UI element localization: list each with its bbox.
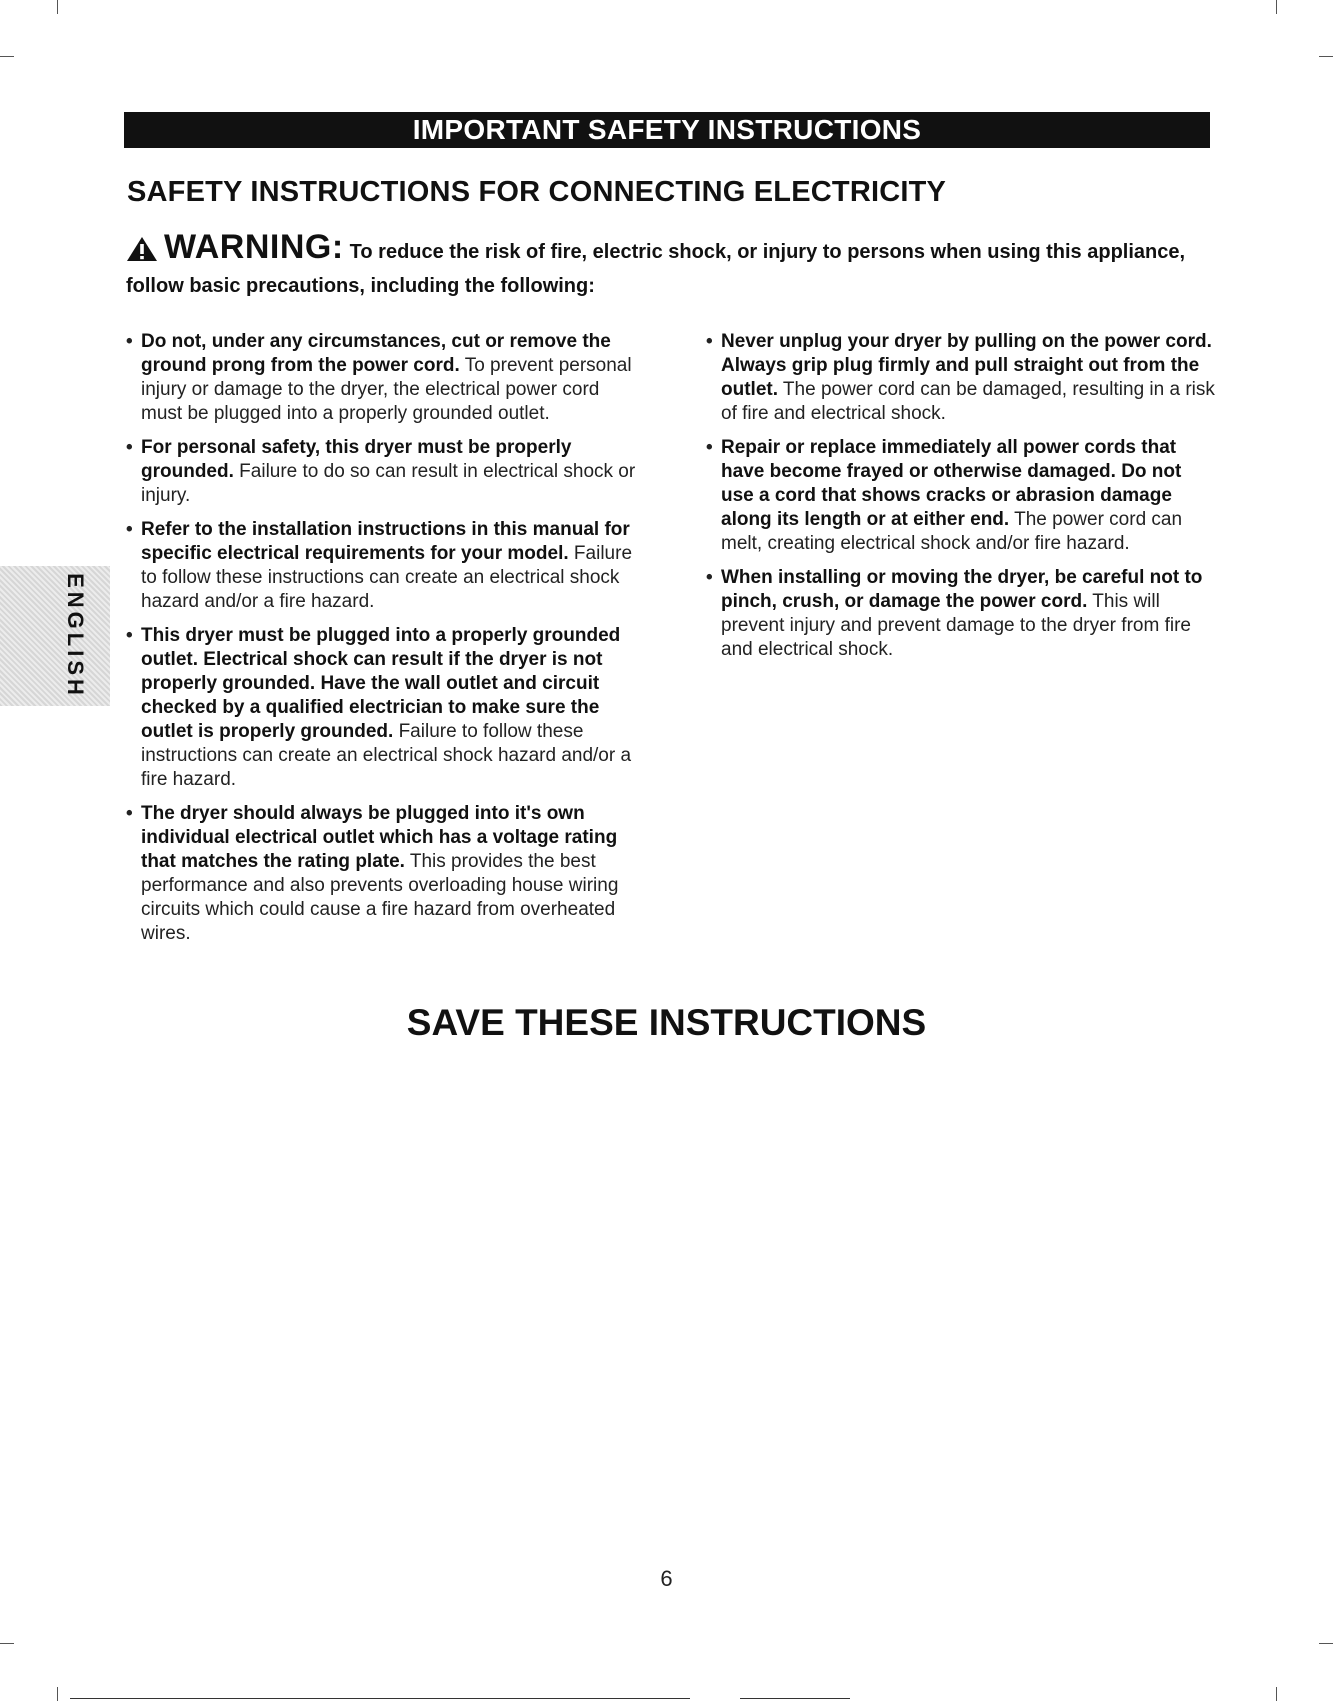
language-tab (0, 566, 110, 706)
item-bold-text: Never unplug your dryer by pulling on the power cord. Always grip plug firmly and pull straight out from the outlet. (721, 331, 1212, 400)
bullet: • (706, 331, 713, 352)
warning-triangle-icon (126, 236, 158, 271)
list-item (126, 330, 636, 426)
item-bold-text: Refer to the installation instructions in this manual for specific electrical requirements for your model. (141, 519, 630, 564)
crop-mark (1319, 1643, 1333, 1644)
list-item (126, 436, 636, 508)
item-bold-text: Do not, under any circumstances, cut or remove the ground prong from the power cord. (141, 331, 611, 376)
crop-mark (0, 56, 14, 57)
bullet: • (126, 519, 133, 540)
list-item (126, 518, 636, 614)
save-instructions-heading: SAVE THESE INSTRUCTIONS (406, 1002, 927, 1043)
list-item (126, 802, 636, 946)
language-tab-label: ENGLISH (63, 573, 88, 699)
item-bold-text: The dryer should always be plugged into it's own individual electrical outlet which has a voltage rating that matches the rating plate. (141, 803, 618, 872)
footer-rule (740, 1698, 850, 1699)
item-bold-text: This dryer must be plugged into a properly grounded outlet. Electrical shock can result if the dryer is not properly grounded. Have the wall outlet and circuit checked by a qualified electrician to make sure the outlet is properly grounded. (141, 625, 621, 742)
list-item (126, 624, 636, 792)
footer-rule (70, 1698, 690, 1699)
crop-mark (1276, 1687, 1277, 1701)
item-text: Failure to follow these instructions can create an electrical shock hazard and/or a fire hazard. (141, 543, 633, 612)
list-item (706, 436, 1216, 556)
crop-mark (57, 1687, 58, 1701)
warning-text: To reduce the risk of fire, electric shock, or injury to persons when using this appliance, follow basic precautions, including the following: (126, 241, 1186, 297)
item-text: The power cord can melt, creating electrical shock and/or fire hazard. (721, 509, 1183, 554)
bullet: • (126, 331, 133, 352)
item-text: This will prevent injury and prevent damage to the dryer from fire and electrical shock. (721, 591, 1191, 660)
crop-mark (0, 1643, 14, 1644)
item-bold-text: For personal safety, this dryer must be properly grounded. (141, 437, 572, 482)
bullet: • (706, 567, 713, 588)
right-column (706, 330, 1216, 672)
page-number: 6 (660, 1566, 673, 1591)
warning-label: WARNING: (164, 228, 344, 266)
section-banner: IMPORTANT SAFETY INSTRUCTIONS (124, 112, 1210, 148)
item-text: To prevent personal injury or damage to the dryer, the electrical power cord must be plugged into a properly grounded outlet. (141, 355, 632, 424)
bullet: • (706, 437, 713, 458)
bullet: • (126, 803, 133, 824)
item-text: Failure to do so can result in electrical shock or injury. (141, 461, 636, 506)
crop-mark (1319, 56, 1333, 57)
left-column (126, 330, 636, 956)
list-item (706, 566, 1216, 662)
section-title: SAFETY INSTRUCTIONS FOR CONNECTING ELECTRICITY (127, 176, 947, 208)
item-bold-text: Repair or replace immediately all power cords that have become frayed or otherwise damaged. Do not use a cord that shows cracks or abrasion damage along its length or at either end. (721, 437, 1182, 530)
list-item (706, 330, 1216, 426)
crop-mark (1276, 0, 1277, 14)
warning-block (126, 228, 1216, 301)
bullet: • (126, 625, 133, 646)
item-text: The power cord can be damaged, resulting in a risk of fire and electrical shock. (721, 379, 1215, 424)
item-text: This provides the best performance and also prevents overloading house wiring circuits which could cause a fire hazard from overheated wires. (141, 851, 619, 944)
item-bold-text: When installing or moving the dryer, be careful not to pinch, crush, or damage the power cord. (721, 567, 1203, 612)
crop-mark (57, 0, 58, 14)
bullet: • (126, 437, 133, 458)
item-text: Failure to follow these instructions can create an electrical shock hazard and/or a fire hazard. (141, 721, 632, 790)
